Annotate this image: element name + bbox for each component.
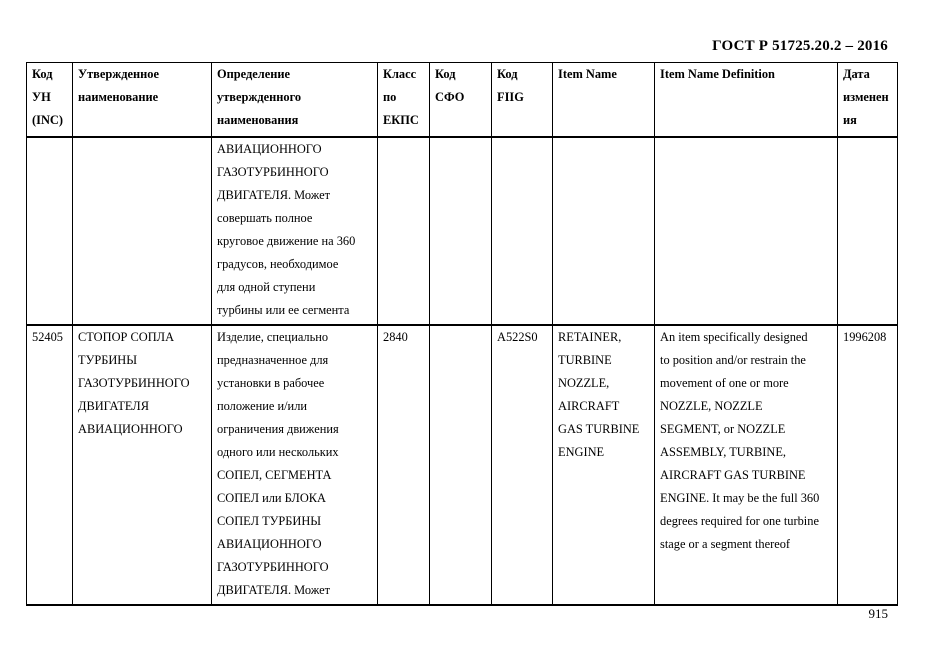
cell-sfo [430, 325, 492, 605]
cell-approved-name [73, 137, 212, 325]
header-item-name-definition: Item Name Definition [655, 63, 838, 138]
page-number: 915 [868, 606, 888, 621]
cell-inc [27, 137, 73, 325]
cell-item-name [553, 137, 655, 325]
table-row-52405 [27, 325, 898, 605]
document-header-standard: ГОСТ Р 51725.20.2 – 2016 [712, 38, 888, 54]
header-sfo: Код СФО [430, 63, 492, 138]
header-approved-name: Утвержденное наименование [73, 63, 212, 138]
cell-fiig [492, 137, 553, 325]
cell-approved-name: СТОПОР СОПЛА ТУРБИНЫ ГАЗОТУРБИННОГО ДВИГАТЕЛЯ АВИАЦИОННОГО [73, 325, 212, 605]
cell-change-date [838, 137, 898, 325]
header-fiig: Код FIIG [492, 63, 553, 138]
catalog-table [26, 62, 898, 606]
cell-class [378, 137, 430, 325]
cell-change-date: 1996208 [838, 325, 898, 605]
header-item-name: Item Name [553, 63, 655, 138]
table-header-row [27, 63, 898, 138]
cell-sfo [430, 137, 492, 325]
cell-definition: Изделие, специально предназначенное для установки в рабочее положение и/или ограничения движения одного или нескольких СОПЕЛ, СЕГМЕНТА СОПЕЛ или БЛОКА СОПЕЛ ТУРБИНЫ АВИАЦИОННОГО ГАЗОТУРБИННОГО ДВИГАТЕЛЯ. Может [212, 325, 378, 605]
table-row-continuation [27, 137, 898, 325]
cell-item-name: RETAINER, TURBINE NOZZLE, AIRCRAFT GAS TURBINE ENGINE [553, 325, 655, 605]
cell-item-name-definition: An item specifically designed to position and/or restrain the movement of one or more NOZZLE, NOZZLE SEGMENT, or NOZZLE ASSEMBLY, TURBINE, AIRCRAFT GAS TURBINE ENGINE. It may be the full 360 degrees required for one turbine stage or a segment thereof [655, 325, 838, 605]
header-definition: Определение утвержденного наименования [212, 63, 378, 138]
cell-inc: 52405 [27, 325, 73, 605]
cell-fiig: A522S0 [492, 325, 553, 605]
header-change-date: Дата изменен ия [838, 63, 898, 138]
header-class: Класс по ЕКПС [378, 63, 430, 138]
cell-definition: АВИАЦИОННОГО ГАЗОТУРБИННОГО ДВИГАТЕЛЯ. Может совершать полное круговое движение на 360 градусов, необходимое для одной ступени турбины или ее сегмента [212, 137, 378, 325]
header-inc: Код УН (INC) [27, 63, 73, 138]
cell-item-name-definition [655, 137, 838, 325]
cell-class: 2840 [378, 325, 430, 605]
